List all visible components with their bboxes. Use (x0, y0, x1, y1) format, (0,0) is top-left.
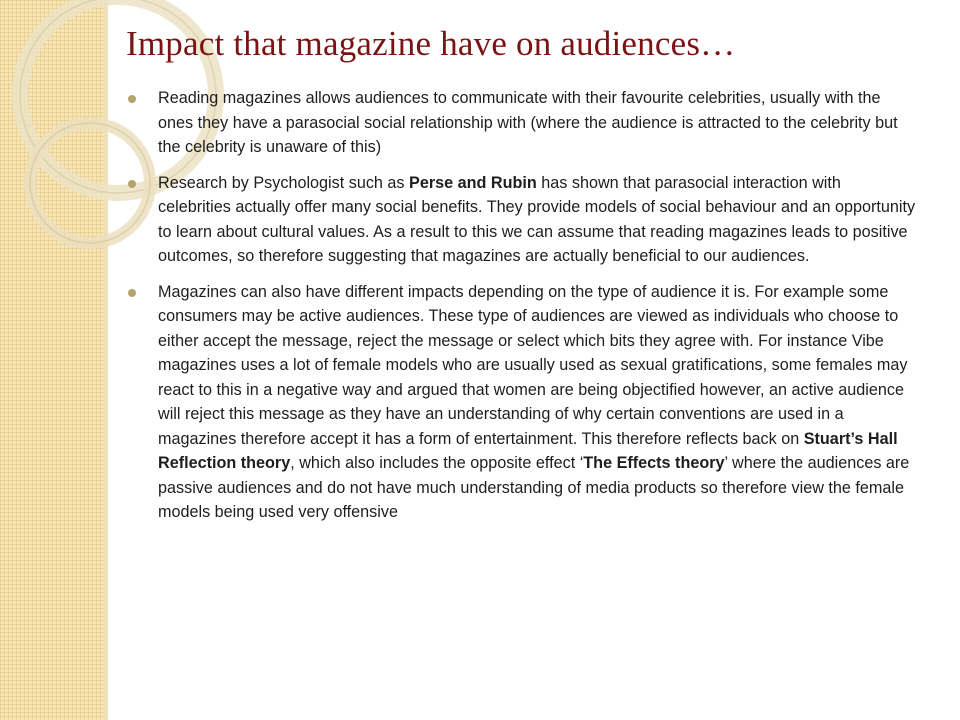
bullet-text: , which also includes the opposite effect ‘ (290, 454, 584, 472)
bold-phrase: Stuart’s Hall Reflection theory (158, 429, 898, 472)
bold-phrase: Perse and Rubin (409, 173, 537, 192)
bullet-item (158, 171, 918, 269)
bullet-dot (128, 289, 136, 297)
bullet-text: Magazines can also have different impacts depending on the type of audience it is. For example some consumers may be active audiences. These type of audiences are viewed as individuals who choose to either accept the message, reject the message or select which bits they agree with. For instance Vibe magazines uses a lot of female models who are usually used as sexual gratifications, some females may react to this in a negative way and argued that women are being objectified however, an active audience will reject this message as they have an understanding of why certain conventions are used in a magazines therefore accept it has a form of entertainment. This therefore reflects back on (158, 282, 908, 448)
bullet-text: ’ where the audiences are passive audiences and do not have much understanding of media products so therefore view the female models being used very offensive (158, 454, 910, 521)
bullet-dot (128, 180, 136, 188)
slide-title: Impact that magazine have on audiences… (126, 24, 736, 63)
bullet-item (158, 280, 918, 525)
bullet-dot (128, 95, 136, 103)
bullet-item (158, 86, 918, 160)
bullet-text: Reading magazines allows audiences to communicate with their favourite celebrities, usually with the ones they have a parasocial social relationship with (where the audience is attracted to the celebrity but the celebrity is unaware of this) (158, 89, 898, 156)
bold-phrase: The Effects theory (583, 454, 725, 472)
bullet-text: Research by Psychologist such as (158, 173, 410, 192)
bullet-list (158, 86, 918, 536)
bullet-text: has shown that parasocial interaction with celebrities actually offer many social benefits. They provide models of social behaviour and an opportunity to learn about cultural values. As a result to this we can assume that reading magazines leads to positive outcomes, so therefore suggesting that magazines are actually beneficial to our audiences. (158, 173, 916, 265)
